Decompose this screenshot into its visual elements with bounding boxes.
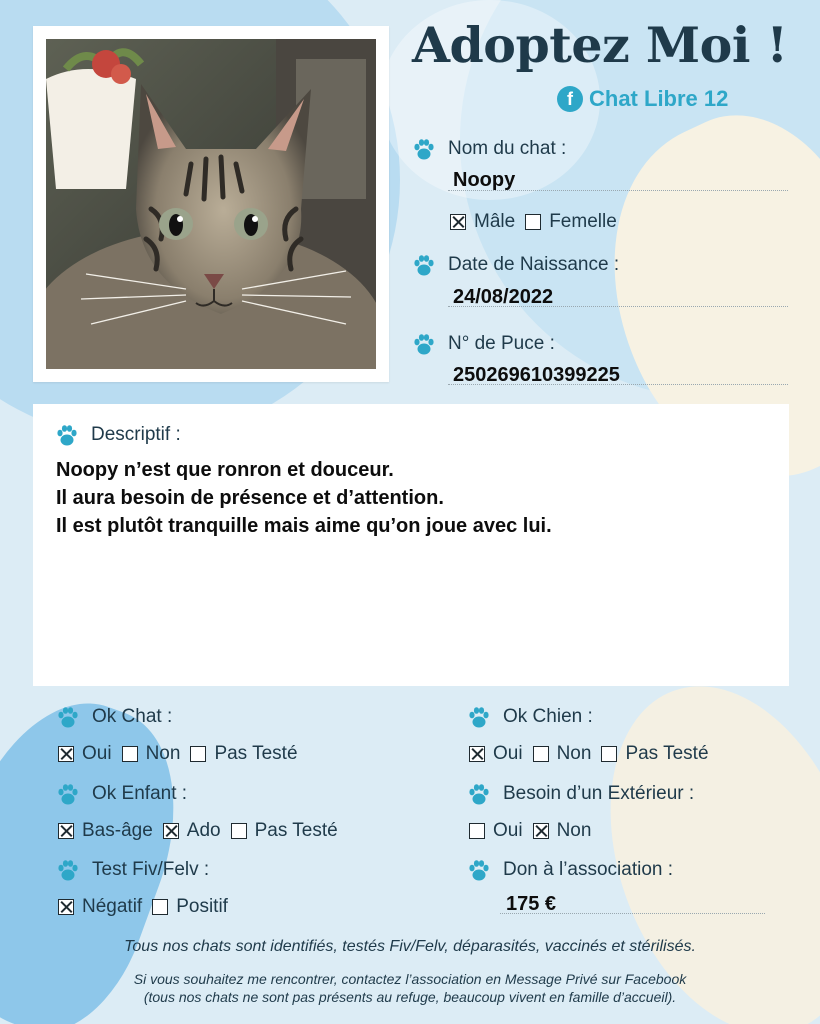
don-label: Don à l’association : — [503, 859, 674, 880]
don-value: 175 € — [506, 893, 557, 915]
option-negatif[interactable]: Négatif — [58, 896, 142, 918]
paw-icon — [467, 706, 491, 728]
checkbox[interactable] — [58, 899, 74, 915]
page-title: Adoptez Moi ! — [412, 16, 788, 74]
ok-chien-label-row — [467, 706, 593, 728]
option-female[interactable]: Femelle — [525, 211, 617, 233]
cat-photo — [46, 39, 376, 369]
don-label-row — [467, 859, 673, 881]
ok-enfant-options — [58, 820, 348, 842]
option-non[interactable]: Non — [122, 743, 181, 765]
chip-label: N° de Puce : — [448, 333, 555, 354]
footer-contact-line: Si vous souhaitez me rencontrer, contactez l’association en Message Privé sur Facebook — [133, 971, 687, 987]
option-oui[interactable]: Oui — [469, 743, 523, 765]
birth-label-row — [412, 254, 619, 276]
paw-icon — [412, 138, 436, 160]
ok-chat-label: Ok Chat : — [92, 706, 173, 727]
divider — [448, 384, 788, 385]
checkbox-male[interactable] — [450, 214, 466, 230]
paw-icon — [467, 859, 491, 881]
checkbox[interactable] — [152, 899, 168, 915]
paw-icon — [467, 783, 491, 805]
divider — [448, 190, 788, 191]
footer-contact-line: (tous nos chats ne sont pas présents au refuge, beaucoup vivent en famille d’accueil). — [143, 989, 677, 1005]
description-label-row — [55, 424, 181, 446]
paw-icon — [55, 424, 79, 446]
checkbox[interactable] — [533, 823, 549, 839]
checkbox[interactable] — [231, 823, 247, 839]
checkbox-female[interactable] — [525, 214, 541, 230]
description-line: Il aura besoin de présence et d’attention. — [56, 487, 444, 509]
fiv-label: Test Fiv/Felv : — [92, 859, 210, 880]
checkbox[interactable] — [58, 823, 74, 839]
chip-label-row — [412, 333, 555, 355]
option-male[interactable]: Mâle — [450, 211, 515, 233]
exterieur-label-row — [467, 783, 694, 805]
name-label: Nom du chat : — [448, 138, 567, 159]
description-box — [33, 404, 789, 686]
ok-chien-options — [469, 743, 719, 765]
option-pas-teste[interactable]: Pas Testé — [190, 743, 297, 765]
option-positif[interactable]: Positif — [152, 896, 228, 918]
description-line: Il est plutôt tranquille mais aime qu’on joue avec lui. — [56, 515, 552, 537]
photo-frame — [33, 26, 389, 382]
checkbox[interactable] — [58, 746, 74, 762]
option-non[interactable]: Non — [533, 820, 592, 842]
footer-contact — [0, 970, 820, 1006]
name-label-row — [412, 138, 566, 160]
option-pas-teste[interactable]: Pas Testé — [231, 820, 338, 842]
facebook-icon: f — [557, 86, 583, 112]
option-oui[interactable]: Oui — [469, 820, 523, 842]
ok-enfant-label: Ok Enfant : — [92, 783, 188, 804]
option-ado[interactable]: Ado — [163, 820, 221, 842]
ok-chien-label: Ok Chien : — [503, 706, 593, 727]
checkbox[interactable] — [163, 823, 179, 839]
paw-icon — [56, 859, 80, 881]
paw-icon — [412, 254, 436, 276]
ok-chat-options — [58, 743, 308, 765]
checkbox[interactable] — [533, 746, 549, 762]
description-text — [56, 456, 552, 540]
divider — [500, 913, 765, 914]
facebook-badge[interactable] — [557, 86, 728, 112]
option-pas-teste[interactable]: Pas Testé — [601, 743, 708, 765]
paw-icon — [56, 783, 80, 805]
description-line: Noopy n’est que ronron et douceur. — [56, 459, 394, 481]
checkbox[interactable] — [601, 746, 617, 762]
exterieur-label: Besoin d’un Extérieur : — [503, 783, 695, 804]
chip-value: 250269610399225 — [453, 364, 620, 386]
birth-value: 24/08/2022 — [453, 286, 554, 308]
sex-options — [450, 211, 627, 233]
ok-chat-label-row — [56, 706, 172, 728]
checkbox[interactable] — [469, 823, 485, 839]
exterieur-options — [469, 820, 601, 842]
paw-icon — [56, 706, 80, 728]
name-value: Noopy — [453, 169, 516, 191]
fiv-label-row — [56, 859, 209, 881]
ok-enfant-label-row — [56, 783, 187, 805]
checkbox[interactable] — [469, 746, 485, 762]
divider — [448, 306, 788, 307]
option-oui[interactable]: Oui — [58, 743, 112, 765]
option-bas-age[interactable]: Bas-âge — [58, 820, 153, 842]
fiv-options — [58, 896, 238, 918]
birth-label: Date de Naissance : — [448, 254, 620, 275]
checkbox[interactable] — [122, 746, 138, 762]
facebook-page-name: Chat Libre 12 — [589, 86, 729, 111]
footer-note: Tous nos chats sont identifiés, testés Fiv/Felv, déparasités, vaccinés et stérilisés. — [124, 938, 696, 955]
description-label: Descriptif : — [91, 424, 181, 445]
option-non[interactable]: Non — [533, 743, 592, 765]
paw-icon — [412, 333, 436, 355]
checkbox[interactable] — [190, 746, 206, 762]
